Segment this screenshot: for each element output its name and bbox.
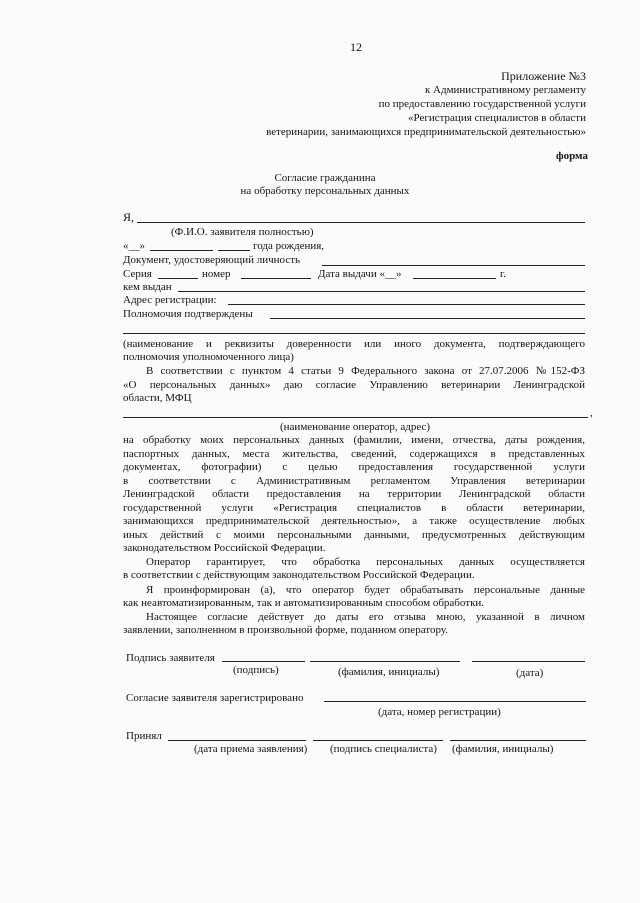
consent-line-2: «О персональных данных» даю согласие Управлению ветеринарии Ленинградской xyxy=(123,379,585,391)
processing-line-3: документах, фотографии) с целью предоставления государственной услуги xyxy=(123,461,585,473)
registered-caption: (дата, номер регистрации) xyxy=(378,706,501,718)
operator-caption: (наименование оператор, адрес) xyxy=(280,421,431,433)
birth-year-label: года рождения, xyxy=(253,240,325,252)
comma: , xyxy=(590,407,593,419)
operator-line[interactable] xyxy=(123,417,588,418)
signature-name-line[interactable] xyxy=(310,661,460,662)
address-label: Адрес регистрации: xyxy=(123,294,217,306)
processing-line-4: в соответствии с Административным регламентом Управления ветеринарии xyxy=(123,475,585,487)
accepted-caption-sign: (подпись специалиста) xyxy=(330,743,437,755)
issued-by-label: кем выдан xyxy=(123,281,172,293)
issue-date-label: Дата выдачи «__» xyxy=(318,268,402,280)
processing-line-8: иных действий с моими персональными данными, предусмотренных действующим xyxy=(123,529,585,541)
consent-line-1: В соответствии с пунктом 4 статьи 9 Федерального закона от 27.07.2006 №152-ФЗ xyxy=(146,365,585,377)
page-number: 12 xyxy=(350,40,362,54)
document-label: Документ, удостоверяющий личность xyxy=(123,254,301,266)
accepted-caption-date: (дата приема заявления) xyxy=(194,743,308,755)
signature-caption-sign: (подпись) xyxy=(233,664,279,676)
authority-caption-2: полномочия уполномоченного лица) xyxy=(123,351,294,363)
validity-line-1: Настоящее согласие действует до даты его отзыва мною, указанной в личном xyxy=(146,611,585,623)
informed-line-2: как неавтоматизированным, так и автоматизированным способом обработки. xyxy=(123,597,485,609)
year-label: г. xyxy=(500,268,507,280)
processing-line-9: законодательством Российской Федерации. xyxy=(123,542,326,554)
appendix-line-5: ветеринарии, занимающихся предпринимательской деятельностью» xyxy=(266,126,586,138)
accepted-label: Принял xyxy=(126,730,162,742)
registered-label: Согласие заявителя зарегистрировано xyxy=(126,692,304,704)
series-line[interactable] xyxy=(158,278,198,279)
signature-label: Подпись заявителя xyxy=(126,652,215,664)
title-line-2: на обработку персональных данных xyxy=(240,185,410,197)
issued-by-line[interactable] xyxy=(178,291,585,292)
address-line[interactable] xyxy=(228,304,585,305)
signature-caption-name: (фамилия, инициалы) xyxy=(338,666,440,678)
signature-date-line[interactable] xyxy=(472,661,585,662)
appendix-line-3: по предоставлению государственной услуги xyxy=(378,98,586,110)
informed-line-1: Я проинформирован (а), что оператор будет обрабатывать персональные данные xyxy=(146,584,585,596)
appendix-line-1: Приложение №3 xyxy=(501,69,586,83)
issue-date-line[interactable] xyxy=(413,278,496,279)
processing-line-1: на обработку моих персональных данных (фамилии, имени, отчества, даты рождения, xyxy=(123,434,585,446)
fio-line[interactable] xyxy=(137,222,585,223)
accepted-name-line[interactable] xyxy=(450,740,586,741)
accepted-sign-line[interactable] xyxy=(313,740,443,741)
authority-line-2[interactable] xyxy=(123,333,585,334)
validity-line-2: заявлении, заполненном в произвольной форме, поданном оператору. xyxy=(123,624,448,636)
operator-guarantee-2: в соответствии с действующим законодательством Российской Федерации. xyxy=(123,569,475,581)
authority-caption-1: (наименование и реквизиты доверенности или иного документа, подтверждающего xyxy=(123,338,585,350)
processing-line-5: Ленинградской области предоставления на территории Ленинградской области xyxy=(123,488,585,500)
authority-label: Полномочия подтверждены xyxy=(123,308,253,320)
series-label: Серия xyxy=(123,268,152,280)
form-label: форма xyxy=(556,150,588,162)
appendix-line-4: «Регистрация специалистов в области xyxy=(407,112,586,124)
authority-line[interactable] xyxy=(270,318,585,319)
processing-line-6: государственной услуги «Регистрация специалистов в области ветеринарии, xyxy=(123,502,585,514)
title-line-1: Согласие гражданина xyxy=(274,172,376,184)
signature-caption-date: (дата) xyxy=(516,667,544,679)
birth-line-2[interactable] xyxy=(218,250,250,251)
document-line[interactable] xyxy=(322,265,585,266)
birth-quote: «__» xyxy=(123,240,145,252)
fio-caption: (Ф.И.О. заявителя полностью) xyxy=(171,226,314,238)
number-line[interactable] xyxy=(241,278,311,279)
processing-line-2: паспортных данных, места жительства, сведений, содержащихся в представленных xyxy=(123,448,585,460)
registered-line[interactable] xyxy=(324,701,586,702)
accepted-caption-name: (фамилия, инициалы) xyxy=(452,743,554,755)
operator-guarantee-1: Оператор гарантирует, что обработка персональных данных осуществляется xyxy=(146,556,585,568)
birth-line-1[interactable] xyxy=(150,250,213,251)
signature-line[interactable] xyxy=(222,661,305,662)
appendix-line-2: к Административному регламенту xyxy=(424,84,586,96)
ya-label: Я, xyxy=(123,210,135,224)
consent-line-3: области, МФЦ xyxy=(123,392,192,404)
number-label: номер xyxy=(202,268,231,280)
processing-line-7: занимающихся предпринимательской деятельностью», а также осуществление любых xyxy=(123,515,585,527)
accepted-date-line[interactable] xyxy=(168,740,306,741)
